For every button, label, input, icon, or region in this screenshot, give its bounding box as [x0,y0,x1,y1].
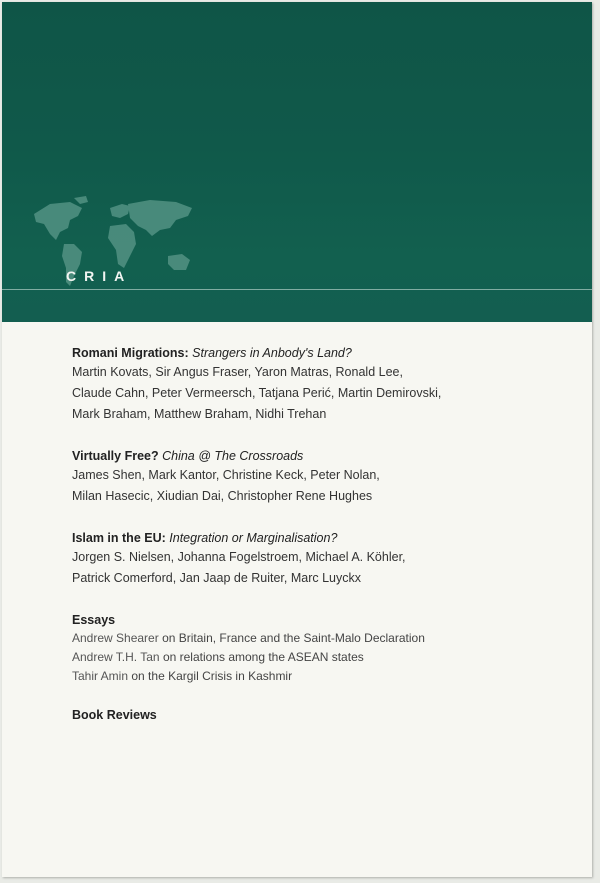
section-title: Romani Migrations: [72,346,189,360]
book-reviews-heading: Book Reviews [72,708,157,722]
section-subtitle: Integration or Marginalisation? [169,531,338,545]
author-line: Patrick Comerford, Jan Jaap de Ruiter, Marc Luyckx [72,571,362,585]
author-line: Martin Kovats, Sir Angus Fraser, Yaron Matras, Ronald Lee, [72,365,403,379]
section-subtitle: China @ The Crossroads [162,449,304,463]
section-heading [72,344,552,362]
section-heading [72,611,552,629]
brand-logo-text: CRIA [66,268,133,284]
section-title: Islam in the EU: [72,531,166,545]
essay-author: Andrew Shearer [72,631,159,645]
essay-author: Andrew T.H. Tan [72,650,160,664]
author-line: Claude Cahn, Peter Vermeersch, Tatjana Perić, Martin Demirovski, [72,386,442,400]
section-china [72,447,552,507]
essay-item [72,629,552,648]
essay-item [72,667,552,686]
back-cover [2,2,592,877]
section-title: Essays [72,613,116,627]
section-romani [72,344,552,425]
author-line: Milan Hasecic, Xiudian Dai, Christopher Rene Hughes [72,489,373,503]
essay-topic: on the Kargil Crisis in Kashmir [131,669,293,683]
author-line: Jorgen S. Nielsen, Johanna Fogelstroem, Michael A. Köhler, [72,550,406,564]
section-title: Virtually Free? [72,449,159,463]
author-line: Mark Braham, Matthew Braham, Nidhi Trehan [72,407,327,421]
essay-item [72,648,552,667]
section-heading [72,529,552,547]
section-essays [72,611,552,686]
contents-list [72,344,552,722]
essay-author: Tahir Amin [72,669,129,683]
essay-topic: on relations among the ASEAN states [162,650,364,664]
author-line: James Shen, Mark Kantor, Christine Keck, Peter Nolan, [72,468,380,482]
section-islam [72,529,552,589]
section-subtitle: Strangers in Anbody's Land? [192,346,352,360]
essay-topic: on Britain, France and the Saint-Malo Declaration [162,631,425,645]
section-heading [72,447,552,465]
